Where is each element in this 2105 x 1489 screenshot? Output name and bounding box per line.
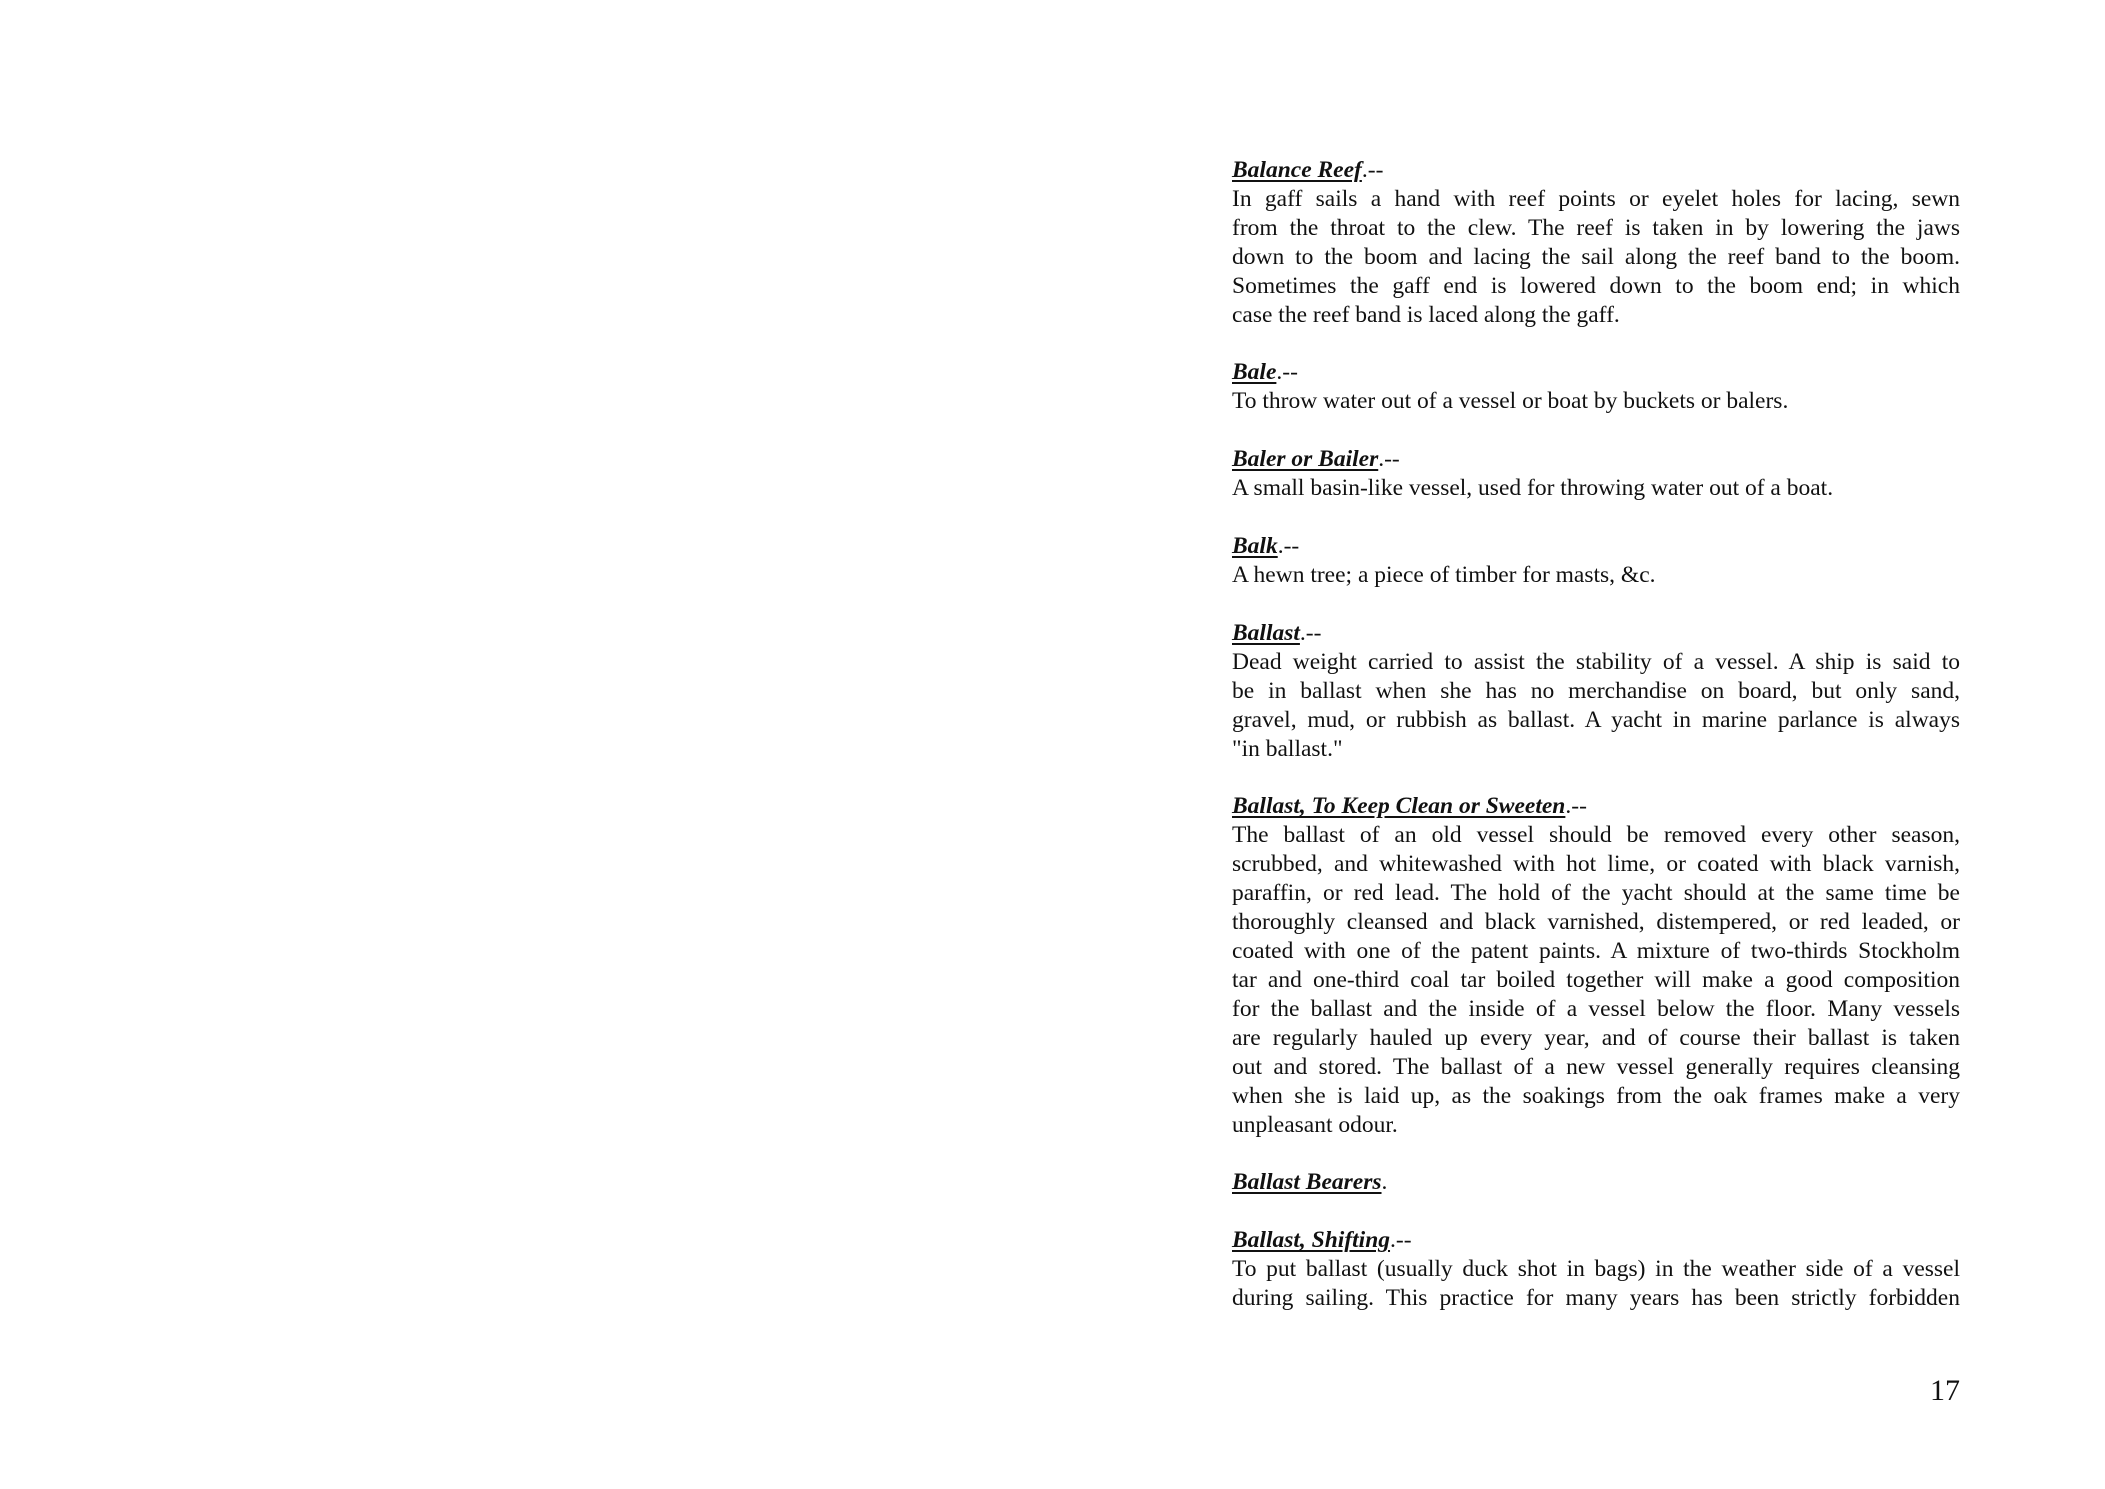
entry-definition-line: tar and one-third coal tar boiled together will make a good composition bbox=[1232, 966, 1960, 993]
entry-term: Bale bbox=[1232, 359, 1277, 386]
entry-definition-line: from the throat to the clew. The reef is taken in by lowering the jaws bbox=[1232, 214, 1960, 241]
entry-term-suffix: .-- bbox=[1276, 359, 1298, 386]
entry-definition-line: coated with one of the patent paints. A mixture of two-thirds Stockholm bbox=[1232, 937, 1960, 964]
entry-heading bbox=[1232, 358, 1960, 387]
entry-definition-line: case the reef band is laced along the gaff. bbox=[1232, 301, 1620, 328]
entry-definition-line: down to the boom and lacing the sail along the reef band to the boom. bbox=[1232, 243, 1960, 270]
entry-term: Ballast, Shifting bbox=[1232, 1227, 1391, 1254]
entry-term: Ballast bbox=[1232, 619, 1300, 646]
entry-term-suffix: . bbox=[1381, 1169, 1388, 1196]
entry-heading bbox=[1232, 1226, 1960, 1255]
glossary-entry bbox=[1232, 792, 1960, 1139]
glossary-entry bbox=[1232, 156, 1960, 330]
entry-term: Baler or Bailer bbox=[1232, 446, 1379, 473]
entry-heading bbox=[1232, 445, 1960, 474]
entry-definition-line: when she is laid up, as the soakings from the oak frames make a very bbox=[1232, 1082, 1960, 1109]
entry-definition-line: during sailing. This practice for many years has been strictly forbidden bbox=[1232, 1285, 1960, 1312]
glossary-column bbox=[1232, 156, 1960, 1342]
entry-term-suffix: .-- bbox=[1299, 619, 1322, 646]
entry-heading bbox=[1232, 532, 1960, 561]
entry-definition-line: To throw water out of a vessel or boat by buckets or balers. bbox=[1232, 388, 1789, 415]
entry-term: Ballast Bearers bbox=[1232, 1169, 1382, 1196]
entry-definition-line: gravel, mud, or rubbish as ballast. A yacht in marine parlance is always bbox=[1232, 706, 1960, 733]
entry-term-suffix: .-- bbox=[1378, 446, 1400, 473]
glossary-entry bbox=[1232, 358, 1960, 416]
entry-term-suffix: .-- bbox=[1390, 1227, 1412, 1254]
entry-definition-line: A hewn tree; a piece of timber for masts, &c. bbox=[1232, 561, 1656, 588]
entry-definition-line: In gaff sails a hand with reef points or eyelet holes for lacing, sewn bbox=[1232, 185, 1960, 212]
entry-definition-line: for the ballast and the inside of a vessel below the floor. Many vessels bbox=[1232, 995, 1960, 1022]
entry-term: Balk bbox=[1232, 533, 1278, 560]
entry-definition-line: thoroughly cleansed and black varnished, distempered, or red leaded, or bbox=[1232, 909, 1960, 936]
glossary-entry bbox=[1232, 532, 1960, 590]
entry-definition-line: be in ballast when she has no merchandise on board, but only sand, bbox=[1232, 677, 1960, 704]
entry-heading bbox=[1232, 1168, 1960, 1197]
entry-definition-line: A small basin-like vessel, used for throwing water out of a boat. bbox=[1232, 475, 1834, 502]
entry-definition-line: "in ballast." bbox=[1232, 735, 1343, 762]
entry-definition-line: are regularly hauled up every year, and of course their ballast is taken bbox=[1232, 1024, 1960, 1051]
entry-term: Balance Reef bbox=[1232, 157, 1362, 183]
glossary-entry bbox=[1232, 1168, 1960, 1197]
entry-definition-line: scrubbed, and whitewashed with hot lime, or coated with black varnish, bbox=[1232, 851, 1960, 878]
entry-term-suffix: .-- bbox=[1361, 157, 1384, 183]
entry-term: Ballast, To Keep Clean or Sweeten bbox=[1232, 793, 1566, 820]
entry-term-suffix: .-- bbox=[1277, 533, 1300, 560]
entry-definition-line: unpleasant odour. bbox=[1232, 1111, 1398, 1138]
entry-definition-line: paraffin, or red lead. The hold of the yacht should at the same time be bbox=[1232, 880, 1960, 907]
entry-term-suffix: .-- bbox=[1565, 793, 1587, 820]
entry-definition-line: The ballast of an old vessel should be removed every other season, bbox=[1232, 822, 1960, 849]
entry-heading bbox=[1232, 619, 1960, 648]
glossary-entry bbox=[1232, 1226, 1960, 1313]
glossary-entry bbox=[1232, 445, 1960, 503]
entry-heading bbox=[1232, 792, 1960, 821]
entry-definition-line: out and stored. The ballast of a new vessel generally requires cleansing bbox=[1232, 1053, 1960, 1080]
page-number: 17 bbox=[1930, 1374, 1960, 1407]
glossary-entry bbox=[1232, 619, 1960, 764]
entry-definition-line: To put ballast (usually duck shot in bags) in the weather side of a vessel bbox=[1232, 1256, 1960, 1283]
entry-definition-line: Sometimes the gaff end is lowered down to the boom end; in which bbox=[1232, 272, 1960, 299]
entry-heading bbox=[1232, 156, 1960, 185]
entry-definition-line: Dead weight carried to assist the stability of a vessel. A ship is said to bbox=[1232, 648, 1960, 675]
